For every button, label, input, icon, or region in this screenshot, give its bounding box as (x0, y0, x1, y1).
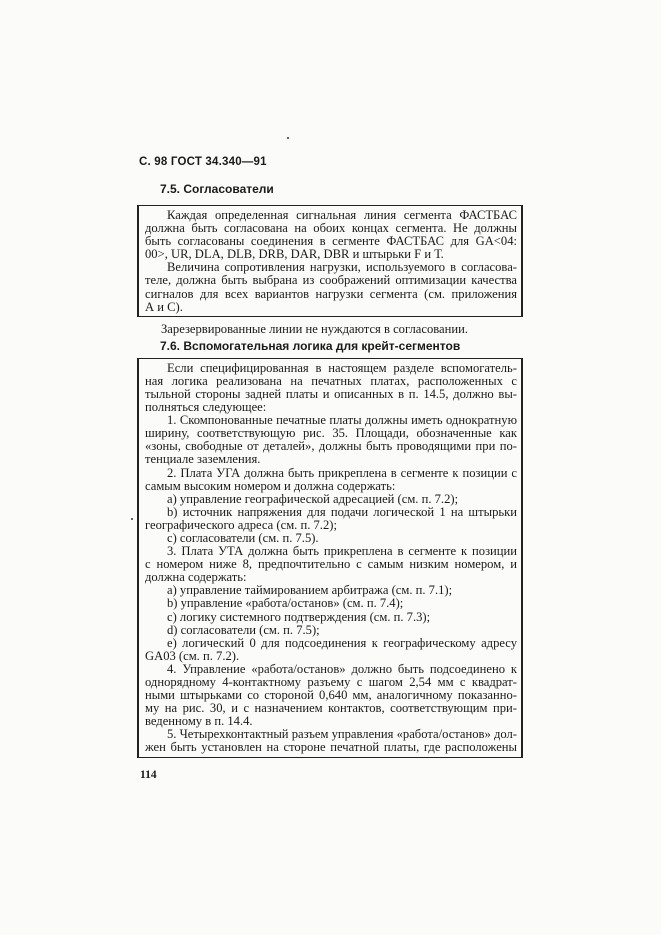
text-line: жен быть установлен на стороне печатной платы, где расположены (145, 740, 517, 755)
page-body (137, 182, 523, 782)
text-line: b) источник напряжения для подачи логической 1 на штырьки (167, 504, 517, 519)
text-line: b) управление «работа/останов» (см. п. 7.4); (167, 596, 404, 611)
text-line: ширину, соответствующую рис. 35. Площади, обозначенные как (145, 426, 517, 441)
text-line: географического адреса (см. п. 7.2); (145, 517, 337, 532)
text-line: 2. Плата УГА должна быть прикреплена в сегменте к позиции с (167, 465, 517, 480)
section-7-6-title: 7.6. Вспомогательная логика для крейт-сегментов (160, 338, 461, 353)
text-line: а) управление таймированием арбитража (см. п. 7.1); (167, 583, 453, 598)
text-line: с номером ниже 8, предпочтительно с самым низким номером, и (145, 557, 517, 572)
text-line: теле, должна быть выбрана из соображений оптимизации качества (145, 273, 517, 288)
text-line: А и С). (145, 299, 183, 314)
text-line: тыльной стороны задней платы и описанных в п. 14.5, должно вы- (145, 386, 517, 401)
section-7-5-box (137, 205, 523, 317)
reserved-lines-note: Зарезервированные линии не нуждаются в согласовании. (161, 321, 469, 336)
text-line: самым высоким номером и должна содержать: (145, 478, 396, 493)
text-line: должна быть согласована на обоих концах сегмента. Не должны (145, 221, 517, 236)
scan-speck (287, 137, 289, 139)
text-line: d) согласователи (см. п. 7.5); (167, 622, 320, 637)
text-line: однорядному 4-контактному разъему с шагом 2,54 мм с квадрат- (145, 675, 517, 689)
page-number: 114 (140, 768, 157, 781)
text-line: полняться следующее: (145, 400, 267, 415)
text-line: 5. Четырехконтактный разъем управления «работа/останов» дол- (167, 727, 517, 742)
text-line: му на рис. 30, и с назначением контактов, соответствующим при- (145, 701, 517, 716)
section-7-5-title: 7.5. Согласователи (160, 182, 274, 196)
text-line: 00>, UR, DLA, DLB, DRB, DAR, DBR и штырьки F и Т. (145, 247, 444, 262)
text-line: быть согласованы соединения в сегменте ФАСТБАС для GA<04: (145, 234, 517, 249)
text-line: должна содержать: (145, 570, 247, 585)
text-line: Если специфицированная в настоящем разделе вспомогатель- (167, 360, 517, 375)
text-line: ная логика реализована на печатных платах, расположенных с (145, 373, 517, 388)
text-line: Величина сопротивления нагрузки, используемого в согласова- (167, 260, 517, 275)
text-line: сигналов для всех вариантов нагрузки сегмента (см. приложения (145, 286, 517, 301)
text-line: веденному в п. 14.4. (145, 714, 253, 729)
text-line: 3. Плата УТА должна быть прикреплена в сегменте к позиции (167, 544, 517, 559)
text-line: с) согласователи (см. п. 7.5). (167, 530, 319, 545)
text-line: тенциале заземления. (145, 452, 261, 467)
text-line: Каждая определенная сигнальная линия сегмента ФАСТБАС (167, 208, 517, 222)
text-line: а) управление географической адресацией (см. п. 7.2); (167, 491, 459, 506)
text-line: «зоны, свободные от деталей», должны быть проводящими при по- (145, 439, 517, 454)
text-line: 1. Скомпонованные печатные платы должны иметь однократную (167, 413, 517, 428)
page-header: С. 98 ГОСТ 34.340—91 (139, 156, 267, 168)
text-line: GA03 (см. п. 7.2). (145, 648, 240, 663)
text-line: ными штырьками со стороной 0,640 мм, аналогичному показанно- (145, 688, 517, 703)
text-line: с) логику системного подтверждения (см. п. 7.3); (167, 609, 431, 624)
text-line: е) логический 0 для подсоединения к географическому адресу (167, 635, 517, 650)
scan-speck (131, 518, 133, 520)
text-line: 4. Управление «работа/останов» должно быть подсоединено к (167, 661, 517, 676)
section-7-6-box (137, 358, 523, 758)
